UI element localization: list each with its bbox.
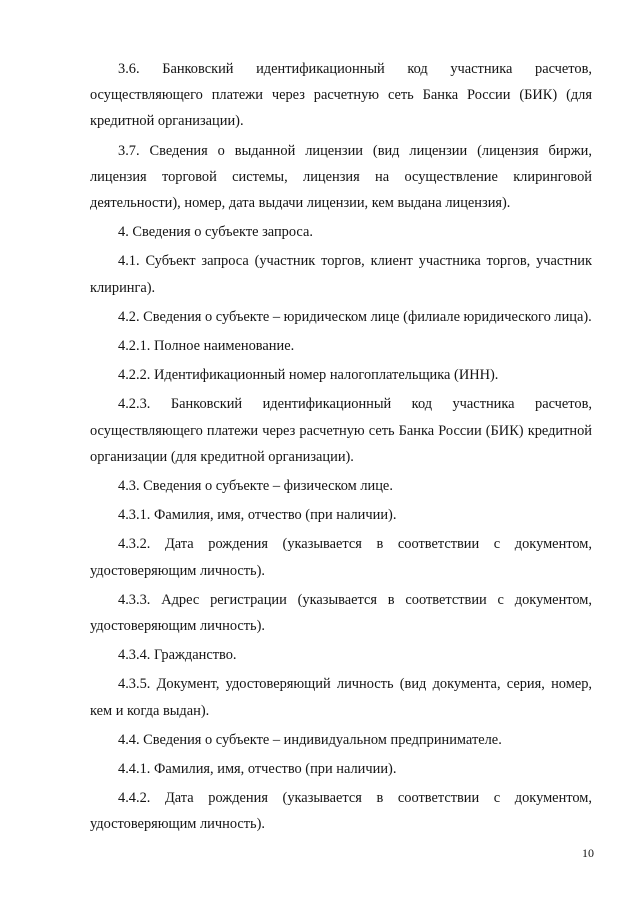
- paragraph-4-4-2: 4.4.2. Дата рождения (указывается в соответствии с документом, удостоверяющим личность).: [90, 790, 592, 833]
- paragraph-4-2-3: 4.2.3. Банковский идентификационный код участника расчетов, осуществляющего платежи через расчетную сеть Банка России (БИК) кредитной организации (для кредитной организации).: [90, 396, 592, 465]
- paragraph-4-3-4: 4.3.4. Гражданство.: [118, 647, 237, 664]
- paragraph-4: 4. Сведения о субъекте запроса.: [118, 224, 313, 241]
- paragraph-4-3-1: 4.3.1. Фамилия, имя, отчество (при наличии).: [118, 507, 397, 524]
- paragraph-4-3-3: 4.3.3. Адрес регистрации (указывается в соответствии с документом, удостоверяющим личность).: [90, 591, 592, 635]
- paragraph-4-4: 4.4. Сведения о субъекте – индивидуальном предпринимателе.: [118, 731, 502, 748]
- paragraph-4-4-1: 4.4.1. Фамилия, имя, отчество (при наличии).: [118, 761, 397, 778]
- paragraph-4-2: 4.2. Сведения о субъекте – юридическом лице (филиале юридического лица).: [118, 308, 592, 325]
- paragraph-3-7: 3.7. Сведения о выданной лицензии (вид лицензии (лицензия биржи, лицензия торговой системы, лицензия на осуществление клиринговой деятельности), номер, дата выдачи лицензии, кем выдана лицензия).: [90, 142, 592, 212]
- paragraph-4-2-2: 4.2.2. Идентификационный номер налогоплательщика (ИНН).: [118, 367, 499, 384]
- page-number: 10: [582, 846, 594, 860]
- paragraph-4-3-2: 4.3.2. Дата рождения (указывается в соответствии с документом, удостоверяющим личность).: [90, 536, 592, 579]
- paragraph-4-3-5: 4.3.5. Документ, удостоверяющий личность (вид документа, серия, номер, кем и когда выдан).: [90, 676, 592, 719]
- paragraph-4-1: 4.1. Субъект запроса (участник торгов, клиент участника торгов, участник клиринга).: [90, 253, 592, 296]
- paragraph-4-3: 4.3. Сведения о субъекте – физическом лице.: [118, 478, 393, 495]
- paragraph-4-2-1: 4.2.1. Полное наименование.: [118, 338, 295, 355]
- paragraph-3-6: 3.6. Банковский идентификационный код участника расчетов, осуществляющего платежи через расчетную сеть Банка России (БИК) (для кредитной организации).: [90, 61, 592, 130]
- document-body: [90, 56, 592, 841]
